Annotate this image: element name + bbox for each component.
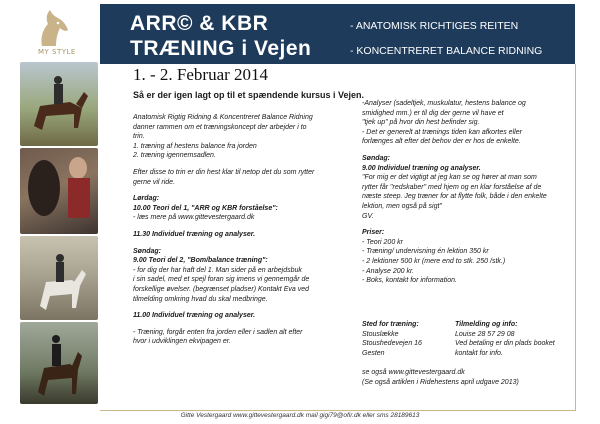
spacer (362, 147, 572, 154)
left-photo-column (0, 0, 100, 408)
text-line: "tjek up" på hvor din hest befinder sig. (362, 119, 480, 127)
text-line: lektion, men også på sigt" (362, 202, 442, 210)
text-line: 10.00 Teori del 1, "ARR og KBR forståelse": (133, 204, 278, 212)
text-line: i sin sadel, med et spejl foran sig imens vi gennemgår de (133, 276, 310, 284)
footer-contact: Gitte Vestergaard www.gittevestergaard.dk mail gigi79@ofir.dk eller sms 28189613 (180, 412, 420, 419)
article-note: (Se også artiklen i Ridehestens april udgave 2013) (362, 378, 519, 386)
text-line: næste steep. Jeg træner for at flytte folk, både i den enkelte (362, 193, 547, 201)
header-banner (100, 4, 575, 64)
text-line: 2. træning igennemsadlen. (133, 152, 216, 160)
text-line: - Boks, kontakt for information. (362, 277, 457, 285)
text-line: smidighed mm.) er til dig der gerne vil have et (362, 109, 504, 117)
venue-line: Stoushedevejen 16 (362, 340, 422, 348)
spacer (133, 240, 347, 247)
text-line: Anatomisk Rigtig Ridning & Koncentreret Balance Ridning (133, 114, 313, 121)
spacer (133, 304, 347, 311)
text-line: "For mig er det vigtigt at jeg kan se og hører at man som (362, 174, 537, 182)
signup-line: Ved betaling er din plads booket (455, 340, 555, 348)
signup-heading: Tilmelding og info: (455, 321, 518, 328)
rider-photo-1 (20, 62, 98, 146)
venue-block (362, 320, 462, 358)
horse-head-logo-icon (28, 6, 74, 48)
text-line: gerne vil ride. (133, 178, 176, 186)
text-line: 9.00 Individuel træning og analyser. (362, 164, 481, 172)
text-line: 9.00 Teori del 2, "Bom/balance træning": (133, 257, 268, 265)
spacer (133, 161, 347, 168)
text-line: GV. (362, 212, 374, 220)
right-text-column (362, 99, 572, 286)
spacer (133, 187, 347, 194)
left-text-column (133, 113, 347, 347)
venue-line: Gesten (362, 349, 385, 357)
spacer (133, 223, 347, 230)
title-line-1: ARR© & KBR (130, 12, 269, 35)
title-line-2: TRÆNING i Vejen (130, 37, 312, 60)
text-line: 1. træning af hestens balance fra jorden (133, 142, 257, 150)
rider-photo-4 (20, 322, 98, 404)
website-block (362, 368, 519, 387)
signup-block (455, 320, 575, 358)
text-line: tilmelding omkring hvad du skal medbringe. (133, 295, 268, 303)
text-line: - for dig der har haft del 1. Man sider på en arbejdsbuk (133, 266, 302, 274)
text-line: - Det er generelt at trænings tiden kan afkortes eller (362, 128, 522, 136)
rider-photo-3 (20, 236, 98, 320)
logo-text: MY STYLE (38, 48, 76, 56)
text-line: Lørdag: (133, 195, 160, 203)
text-line: - Træning, forgår enten fra jorden eller i sadlen alt efter (133, 328, 303, 336)
text-line: danner rammen om et træningskoncept der arbejder i to (133, 123, 307, 131)
text-line: 11.30 Individuel træning og analyser. (133, 230, 256, 238)
spacer (362, 221, 572, 228)
text-line: -Analyser (sadeltjek, muskulatur, hestens balance og (362, 100, 526, 107)
text-line: Søndag: (362, 154, 390, 162)
signup-line: Louise 28 57 29 08 (455, 330, 515, 338)
text-line: 11.00 Individuel træning og analyser. (133, 312, 256, 320)
tagline-1: - ANATOMISK RICHTIGES REITEN (350, 20, 519, 32)
text-line: forskellige øvelser. (begrænset pladser) Kontakt Eva ved (133, 285, 309, 293)
text-line: - Analyse 200 kr. (362, 267, 415, 275)
intro-text: Så er der igen lagt op til et spændende kursus i Vejen. (133, 90, 365, 100)
text-line: - læs mere på www.gittevestergaard.dk (133, 214, 255, 222)
venue-line: Stouslække (362, 330, 399, 338)
text-line: Søndag: (133, 247, 161, 255)
text-line: trin. (133, 133, 145, 141)
signup-line: kontakt for info. (455, 349, 503, 357)
text-line: - Teori 200 kr (362, 238, 403, 246)
text-line: - 2 lektioner 500 kr (mere end to stk. 250 /stk.) (362, 257, 506, 265)
text-line: rytter får "redskaber" med hjem og en klar forståelse af de (362, 183, 542, 191)
venue-heading: Sted for træning: (362, 321, 419, 328)
tagline-2: - KONCENTRERET BALANCE RIDNING (350, 45, 543, 57)
event-dates: 1. - 2. Februar 2014 (133, 65, 269, 84)
text-line: forlænges alt efter det behov der er hos de enkelte. (362, 138, 521, 146)
text-line: Efter disse to trin er din hest klar til netop det du som rytter (133, 168, 315, 176)
website-link[interactable]: se også www.gittevestergaard.dk (362, 369, 465, 376)
text-line: - Træning/ undervisning én lektion 350 kr (362, 248, 489, 256)
text-line: Priser: (362, 229, 385, 237)
text-line: hvor i udviklingen ekvipagen er. (133, 338, 231, 346)
spacer (133, 321, 347, 328)
rider-photo-2 (20, 148, 98, 234)
